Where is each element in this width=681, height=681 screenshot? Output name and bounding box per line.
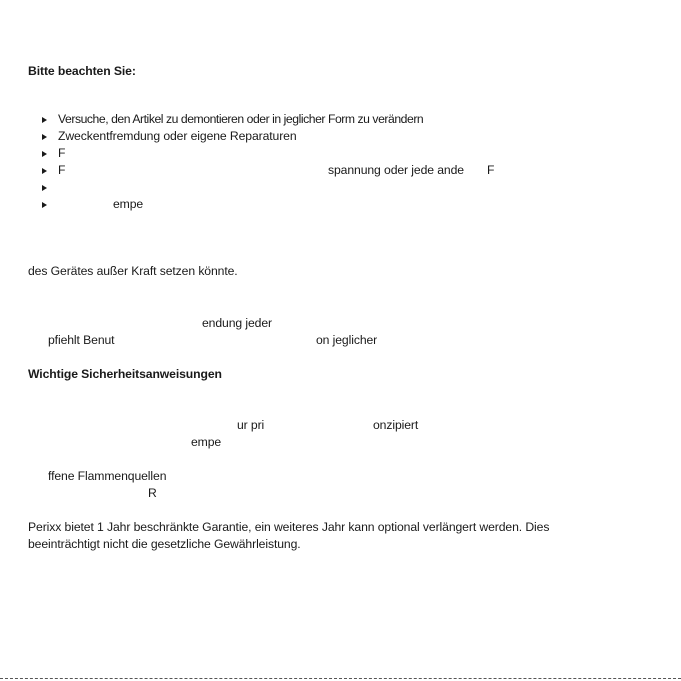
safety-fragment: ur pri: [237, 418, 265, 432]
safety-fragment: R: [148, 486, 157, 500]
bullet-marker: [42, 151, 47, 157]
safety-fragment: ffene Flammenquellen: [48, 469, 167, 483]
bullet-item-2: Zweckentfremdung oder eigene Reparaturen: [58, 129, 297, 143]
page-bottom-divider: [0, 678, 681, 679]
safety-fragment: onzipiert: [373, 418, 419, 432]
paragraph-fragment: on jeglicher: [316, 333, 378, 347]
bullet-item-1: Versuche, den Artikel zu demontieren oder in jeglicher Form zu verändern: [58, 112, 424, 126]
bullet-item-4: F: [58, 163, 66, 177]
paragraph-fragment: pfiehlt Benut: [48, 333, 115, 347]
paragraph-fragment: endung jeder: [202, 316, 272, 330]
safety-heading: Wichtige Sicherheitsanweisungen: [28, 367, 222, 381]
bullet-item-4-fragment: spannung oder jede ande: [328, 163, 464, 177]
bullet-marker: [42, 202, 47, 208]
bullet-item-6: empe: [113, 197, 144, 211]
bullet-marker: [42, 168, 47, 174]
bullet-marker: [42, 117, 47, 123]
bullet-item-3: F: [58, 146, 66, 160]
paragraph-line: des Gerätes außer Kraft setzen könnte.: [28, 264, 238, 278]
bullet-marker: [42, 134, 47, 140]
warranty-line-1: Perixx bietet 1 Jahr beschränkte Garantie, ein weiteres Jahr kann optional verlängert werden. Dies: [28, 520, 550, 534]
bullet-item-4-fragment: F: [487, 163, 495, 177]
warranty-line-2: beeinträchtigt nicht die gesetzliche Gewährleistung.: [28, 537, 301, 551]
safety-fragment: empe: [191, 435, 222, 449]
bullet-marker: [42, 185, 47, 191]
notice-heading: Bitte beachten Sie:: [28, 64, 136, 78]
